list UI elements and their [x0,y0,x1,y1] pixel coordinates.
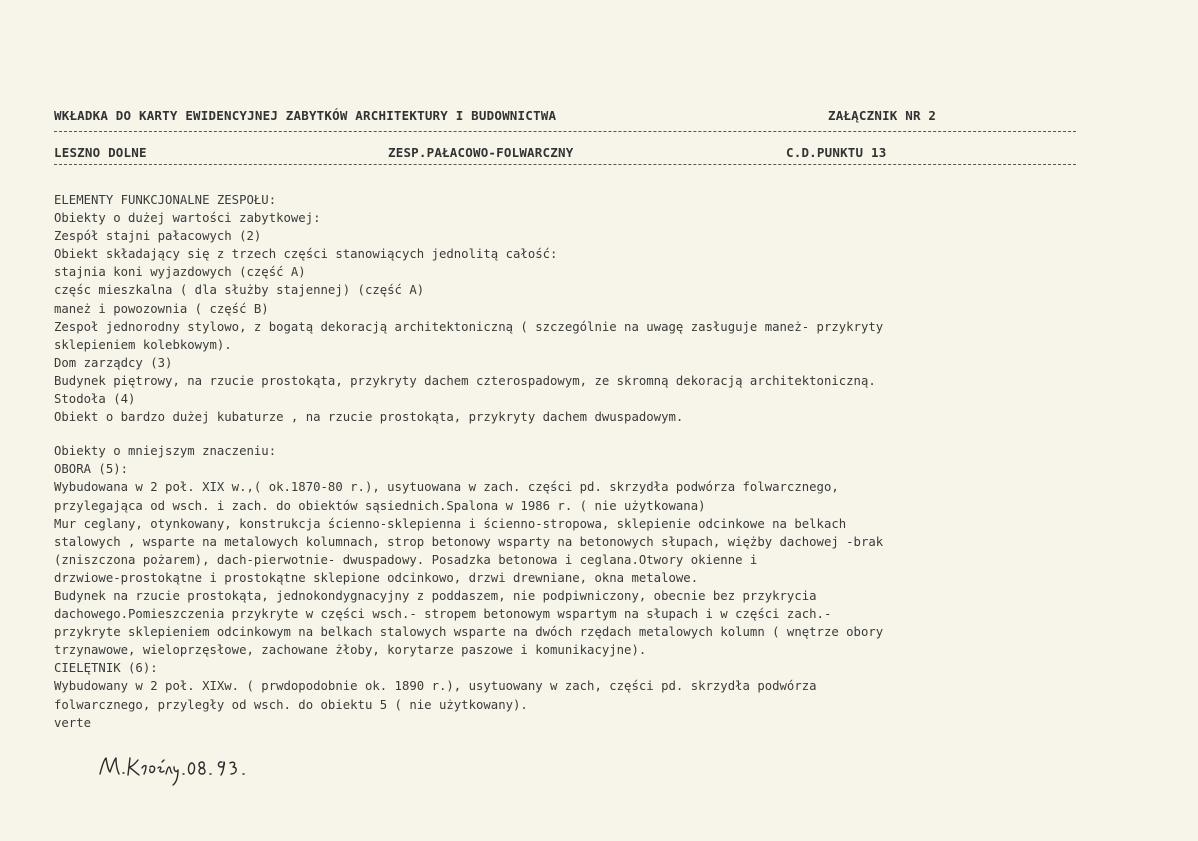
attachment-number: ZAŁĄCZNIK NR 2 [828,108,937,123]
text-line: Stodoła (4) [54,392,136,407]
text-line: maneż i powozownia ( część B) [54,301,269,316]
text-line: stalowych , wsparte na metalowych kolumnach, strop betonowy wsparty na betonowych słupach, więżby dachowej -brak [54,534,884,549]
text-line: częśc mieszkalna ( dla służby stajennej) (część A) [54,283,425,298]
text-line: sklepieniem kolebkowym). [54,337,232,352]
text-line: drzwiowe-prostokątne i prostokątne sklepione odcinkowo, drzwi drewniane, okna metalowe. [54,570,699,585]
text-line: verte [54,715,92,730]
continuation-note: C.D.PUNKTU 13 [786,145,887,160]
text-line: folwarcznego, przyległy od wsch. do obiektu 5 ( nie użytkowany). [54,697,528,712]
text-line: Zespoł jednorodny stylowo, z bogatą dekoracją architektoniczną ( szczególnie na uwagę zasługuje maneż- przykryty [54,319,884,334]
text-line: trzynawowe, wieloprzęsłowe, zachowane żłoby, korytarze paszowe i komunikacyjne). [54,643,647,658]
handwritten-signature [96,748,276,788]
text-line: stajnia koni wyjazdowych (część A) [54,265,306,280]
text-line: Mur ceglany, otynkowany, konstrukcja ścienno-sklepienna i ścienno-stropowa, sklepienie odcinkowe na belkach [54,516,847,531]
text-line: Obiekty o dużej wartości zabytkowej: [54,211,321,226]
text-line: przylegająca od wsch. i zach. do obiektów sąsiednich.Spalona w 1986 r. ( nie użytkowana) [54,498,706,513]
text-line: Budynek na rzucie prostokąta, jednokondygnacyjny z poddaszem, nie podpiwniczony, obecnie bez przykrycia [54,588,817,603]
text-line: Obiekt składający się z trzech części stanowiących jednolitą całość: [54,247,558,262]
text-line: Obiekt o bardzo dużej kubaturze , na rzucie prostokąta, przykryty dachem dwuspadowym. [54,410,684,425]
text-line: Budynek piętrowy, na rzucie prostokąta, przykryty dachem czterospadowym, ze skromną dekoracją architektoniczną. [54,373,876,388]
paragraph-gap [54,426,1164,442]
complex-name: ZESP.PAŁACOWO-FOLWARCZNY [388,145,574,160]
document-title: WKŁADKA DO KARTY EWIDENCYJNEJ ZABYTKÓW ARCHITEKTURY I BUDOWNICTWA [54,108,557,123]
text-line: ELEMENTY FUNKCJONALNE ZESPOŁU: [54,193,277,207]
text-line: Wybudowana w 2 poł. XIX w.,( ok.1870-80 r.), usytuowana w zach. części pd. skrzydła podwórza folwarcznego, [54,480,839,495]
document-body [54,191,1164,732]
text-line: Zespół stajni pałacowych (2) [54,229,262,244]
text-line: Dom zarządcy (3) [54,355,173,370]
dashed-divider-bottom [54,164,1076,165]
text-line: CIELĘTNIK (6): [54,661,158,676]
text-line: dachowego.Pomieszczenia przykryte w części wsch.- stropem betonowym wspartym na słupach i w części zach.- [54,607,832,622]
text-line: Obiekty o mniejszym znaczeniu: [54,444,277,459]
text-line: (zniszczona pożarem), dach-pierwotnie- dwuspadowy. Posadzka betonowa i ceglana.Otwory okienne i [54,552,758,567]
text-line: Wybudowany w 2 poł. XIXw. ( prwdopodobnie ok. 1890 r.), usytuowany w zach, części pd. skrzydła podwórza [54,679,817,694]
dashed-divider-top [54,131,1076,132]
locality-name: LESZNO DOLNE [54,145,147,160]
text-line: OBORA (5): [54,462,129,477]
text-line: przykryte sklepieniem odcinkowym na belkach stalowych wsparte na dwóch rzędach metalowych kolumn ( wnętrze obory [54,625,884,640]
